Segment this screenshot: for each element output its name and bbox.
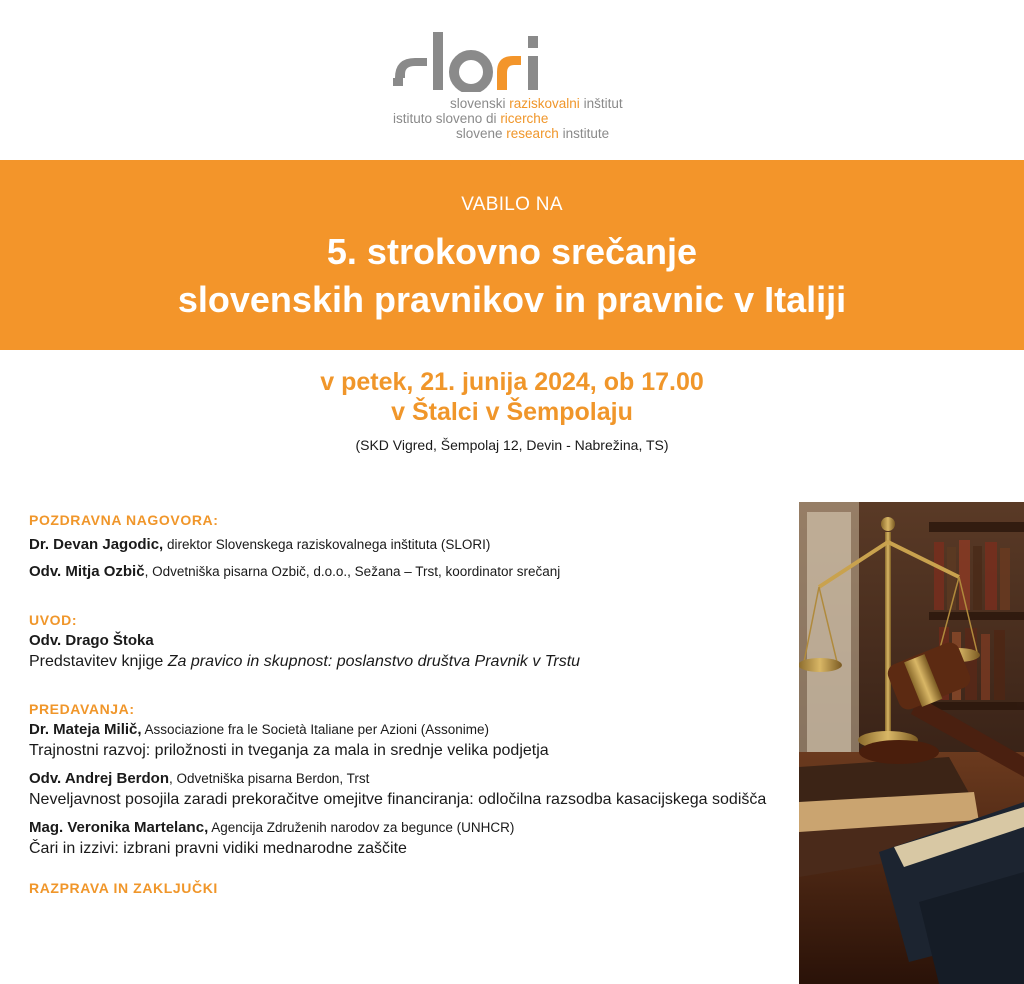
event-title xyxy=(0,228,1024,324)
book-title: Za pravico in skupnost: poslanstvo društva Pravnik v Trstu xyxy=(167,653,581,670)
slori-logo xyxy=(393,28,653,148)
event-title-line2: slovenskih pravnikov in pravnic v Italiji xyxy=(177,279,847,320)
speaker-name: Odv. Mitja Ozbič xyxy=(29,563,145,580)
speaker-name: Dr. Devan Jagodic, xyxy=(29,536,164,553)
speaker-name: Odv. Drago Štoka xyxy=(29,632,154,649)
justice-scales-gavel-image xyxy=(799,502,1024,984)
speaker-entry xyxy=(29,632,799,649)
section-heading-lectures: PREDAVANJA: xyxy=(29,701,135,717)
speaker-entry xyxy=(29,563,799,580)
speaker-entry xyxy=(29,721,799,738)
speaker-entry xyxy=(29,536,799,553)
talk-title: Trajnostni razvoj: priložnosti in tveganja za mala in srednje velika podjetja xyxy=(29,742,549,759)
speaker-affiliation: direktor Slovenskega raziskovalnega inštituta (SLORI) xyxy=(163,537,491,552)
speaker-affiliation: Associazione fra le Società Italiane per Azioni (Assonime) xyxy=(141,722,489,737)
speaker-entry xyxy=(29,819,799,836)
logo-line-slovene: slovenski raziskovalni inštitut xyxy=(450,96,623,111)
logo-line-english: slovene research institute xyxy=(456,126,610,141)
program xyxy=(29,512,799,896)
section-heading-intro: UVOD: xyxy=(29,612,78,628)
slori-wordmark xyxy=(393,28,563,92)
logo-line-italian: istituto sloveno di ricerche xyxy=(393,111,549,126)
banner-notch xyxy=(462,150,562,176)
event-title-line1: 5. strokovno srečanje xyxy=(326,231,698,272)
section-heading-closing: RAZPRAVA IN ZAKLJUČKI xyxy=(29,880,218,896)
event-address: (SKD Vigred, Šempolaj 12, Devin - Nabrežina, TS) xyxy=(355,437,669,453)
speaker-affiliation: , Odvetniška pisarna Berdon, Trst xyxy=(169,771,370,786)
speaker-name: Dr. Mateja Milič, xyxy=(29,721,142,738)
speaker-affiliation: Agencija Združenih narodov za begunce (UNHCR) xyxy=(208,820,515,835)
speaker-name: Odv. Andrej Berdon xyxy=(29,770,170,787)
talk-title: Čari in izzivi: izbrani pravni vidiki mednarodne zaščite xyxy=(29,840,407,857)
speaker-name: Mag. Veronika Martelanc, xyxy=(29,819,209,836)
speaker-entry xyxy=(29,770,799,787)
talk-title: Neveljavnost posojila zaradi prekoračitve omejitve financiranja: odločilna razsodba kasacijskega sodišča xyxy=(29,791,767,808)
speaker-affiliation: , Odvetniška pisarna Ozbič, d.o.o., Sežana – Trst, koordinator srečanj xyxy=(144,564,561,579)
section-heading-greetings: POZDRAVNA NAGOVORA: xyxy=(29,512,219,528)
event-date: v petek, 21. junija 2024, ob 17.00 xyxy=(320,368,704,396)
talk-title: Predstavitev knjige Za pravico in skupnost: poslanstvo društva Pravnik v Trstu xyxy=(29,653,581,670)
event-when xyxy=(0,367,1024,427)
invite-label: VABILO NA xyxy=(461,194,563,215)
event-place: v Štalci v Šempolaju xyxy=(391,398,633,426)
